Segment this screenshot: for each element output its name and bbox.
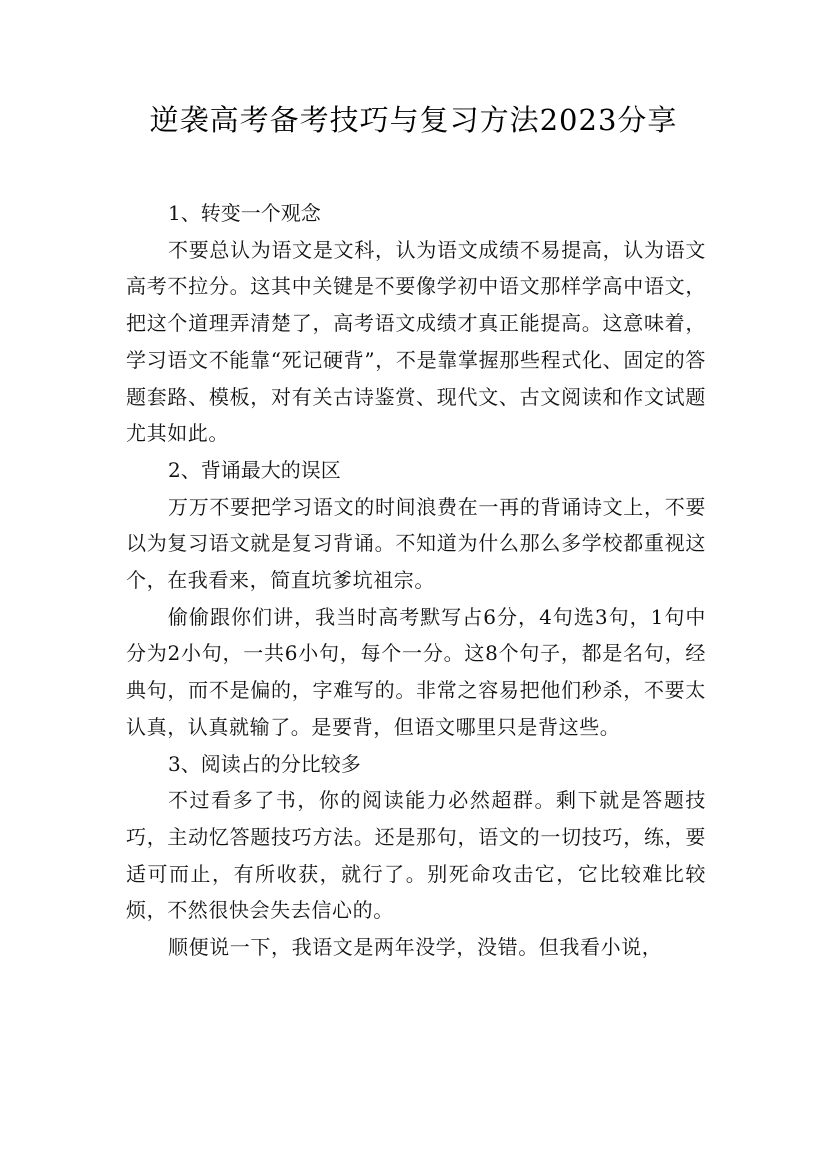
document-body bbox=[126, 195, 706, 966]
paragraph-5: 顺便说一下，我语文是两年没学，没错。但我看小说， bbox=[168, 935, 663, 960]
paragraph-4: 不过看多了书，你的阅读能力必然超群。剩下就是答题技巧，主动忆答题技巧方法。还是那句，语文的一切技巧，练，要适可而止，有所收获，就行了。别死命攻击它，它比较难比较烦，不然很快会失去信心的。 bbox=[126, 788, 706, 923]
section-heading-2: 2、背诵最大的误区 bbox=[168, 457, 341, 482]
section-heading-3: 3、阅读占的分比较多 bbox=[168, 751, 361, 776]
paragraph-2: 万万不要把学习语文的时间浪费在一再的背诵诗文上，不要以为复习语文就是复习背诵。不知道为什么那么多学校都重视这个，在我看来，简直坑爹坑祖宗。 bbox=[126, 494, 706, 593]
paragraph-3: 偷偷跟你们讲，我当时高考默写占6分，4句选3句，1句中分为2小句，一共6小句，每个一分。这8个句子，都是名句，经典句，而不是偏的，字难写的。非常之容易把他们秒杀，不要太认真，认真就输了。是要背，但语文哪里只是背这些。 bbox=[126, 604, 706, 739]
paragraph-1: 不要总认为语文是文科，认为语文成绩不易提高，认为语文高考不拉分。这其中关键是不要像学初中语文那样学高中语文，把这个道理弄清楚了，高考语文成绩才真正能提高。这意味着，学习语文不能靠“死记硬背”，不是靠掌握那些程式化、固定的答题套路、模板，对有关古诗鉴赏、现代文、古文阅读和作文试题尤其如此。 bbox=[126, 237, 706, 446]
section-heading-1: 1、转变一个观念 bbox=[168, 201, 321, 225]
document-title: 逆袭高考备考技巧与复习方法2023分享 bbox=[149, 103, 678, 137]
